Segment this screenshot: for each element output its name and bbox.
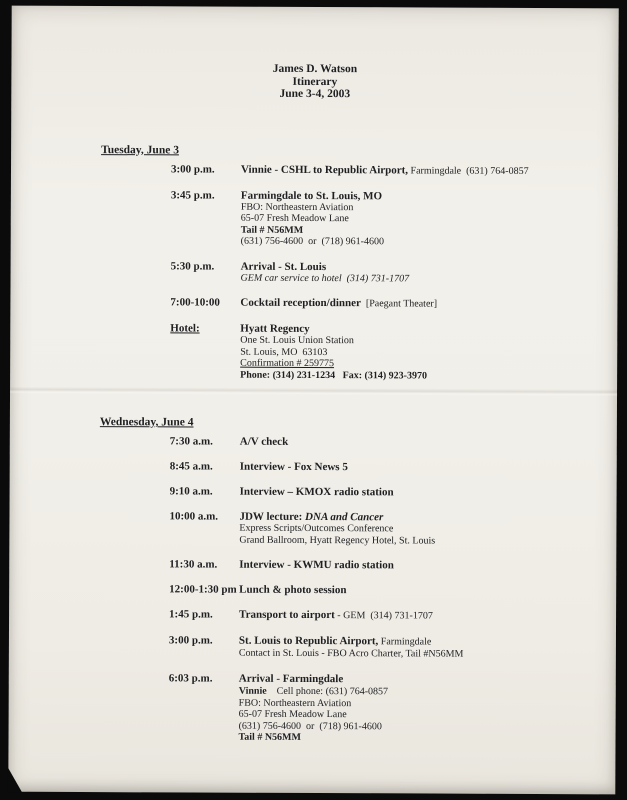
time-label: 3:45 p.m. — [170, 188, 215, 202]
contact-line — [239, 684, 388, 698]
section-wednesday — [9, 416, 617, 745]
phone-numbers: (631) 756-4600 or (718) 961-4600 — [238, 720, 382, 732]
time-label: 7:00-10:00 — [170, 296, 220, 309]
fold-crease — [10, 387, 617, 397]
event-title: Vinnie - CSHL to Republic Airport, — [240, 163, 409, 176]
event-title: Interview - Fox News 5 — [239, 460, 348, 474]
event-details — [239, 609, 433, 623]
event-line — [239, 511, 435, 524]
schedule-row — [10, 460, 617, 475]
schedule-row — [9, 558, 616, 573]
car-service-note: GEM car service to hotel (314) 731-1707 — [240, 272, 410, 284]
schedule-row — [9, 510, 616, 548]
hotel-confirmation: Confirmation # 259775 — [240, 357, 335, 370]
event-title: Interview – KMOX radio station — [239, 485, 394, 499]
day-heading-tuesday: Tuesday, June 3 — [101, 143, 179, 156]
event-title: Cocktail reception/dinner — [240, 296, 361, 310]
schedule-row — [11, 188, 618, 249]
event-details — [239, 511, 435, 547]
time-label: 10:00 a.m. — [169, 510, 219, 523]
event-title: St. Louis to Republic Airport, — [238, 634, 379, 648]
hotel-phone-fax: Phone: (314) 231-1234 Fax: (314) 923-3970 — [240, 369, 428, 381]
schedule-row — [10, 435, 617, 450]
tail-number: Tail # N56MM — [240, 224, 304, 236]
document-header — [11, 6, 618, 102]
event-subline: 65-07 Fresh Meadow Lane — [240, 212, 349, 225]
event-details — [240, 297, 437, 311]
time-label: 1:45 p.m. — [169, 608, 213, 621]
schedule-row — [9, 634, 616, 661]
event-line — [239, 609, 433, 623]
event-details — [239, 584, 346, 596]
contact-phone: Cell phone: (631) 764-0857 — [266, 685, 389, 697]
event-details — [241, 163, 529, 177]
hotel-row — [10, 322, 617, 383]
time-label: 5:30 p.m. — [170, 259, 215, 273]
event-details — [240, 436, 288, 448]
schedule-row — [10, 296, 617, 312]
time-label: 12:00-1:30 pm — [169, 583, 237, 596]
header-dates: June 3-4, 2003 — [279, 87, 351, 101]
hotel-city: St. Louis, MO 63103 — [240, 346, 328, 358]
event-title: Farmingdale to St. Louis, MO — [240, 189, 383, 202]
contact-name: Vinnie — [238, 685, 267, 697]
event-details — [239, 672, 389, 744]
phone-numbers: (631) 756-4600 or (718) 961-4600 — [240, 235, 385, 248]
schedule-row — [11, 259, 618, 285]
event-subline: Express Scripts/Outcomes Conference — [239, 522, 394, 535]
event-title: Arrival - Farmingdale — [238, 672, 344, 685]
schedule-row — [9, 671, 616, 745]
event-note: Farmingdale (631) 764-0857 — [408, 164, 529, 177]
event-subline: FBO: Northeastern Aviation — [238, 697, 352, 709]
corner-fold-shadow — [7, 767, 22, 793]
schedule-row — [9, 583, 616, 598]
event-details — [239, 635, 464, 660]
time-label: 8:45 a.m. — [169, 460, 213, 473]
time-label: 6:03 p.m. — [168, 671, 213, 685]
event-note: Farmingdale — [378, 636, 432, 648]
hotel-name: Hyatt Regency — [240, 322, 310, 335]
schedule-row — [9, 608, 616, 624]
hotel-details — [240, 323, 427, 382]
event-details — [240, 486, 394, 499]
event-details — [241, 260, 410, 284]
event-title: Arrival - St. Louis — [240, 260, 327, 273]
scanned-itinerary-page — [8, 6, 618, 795]
hotel-label — [170, 322, 240, 334]
event-subline: 65-07 Fresh Meadow Lane — [238, 708, 347, 721]
event-title: Transport to airport — [239, 608, 335, 622]
header-doc-title: Itinerary — [292, 75, 338, 88]
time-label: 3:00 p.m. — [168, 634, 213, 647]
event-title: A/V check — [239, 435, 289, 448]
time-label: 9:10 a.m. — [169, 485, 213, 498]
section-tuesday — [10, 143, 618, 382]
lecture-title: DNA and Cancer — [305, 510, 384, 524]
event-title: JDW lecture: — [239, 510, 306, 523]
hotel-label-text: Hotel: — [170, 322, 200, 335]
time-label: 3:00 p.m. — [170, 162, 215, 176]
tail-number: Tail # N56MM — [238, 731, 301, 743]
event-title: Lunch & photo session — [239, 583, 347, 597]
event-details — [239, 559, 394, 572]
event-subline: Contact in St. Louis - FBO Acro Charter, Tail #N56MM — [238, 647, 464, 660]
schedule-row — [11, 162, 618, 178]
event-line — [241, 163, 529, 177]
time-label: 7:30 a.m. — [169, 435, 213, 448]
event-subline: Grand Ballroom, Hyatt Regency Hotel, St. Louis — [239, 534, 436, 547]
event-line — [239, 635, 464, 649]
event-subline: FBO: Northeastern Aviation — [240, 201, 354, 213]
header-person-name: James D. Watson — [272, 62, 358, 76]
time-label: 11:30 a.m. — [169, 558, 218, 571]
event-details — [241, 189, 385, 248]
hotel-address: One St. Louis Union Station — [240, 334, 354, 347]
event-line — [240, 297, 437, 311]
schedule-row — [10, 485, 617, 500]
event-title: Interview - KWMU radio station — [239, 558, 394, 572]
day-heading-wednesday: Wednesday, June 4 — [99, 416, 194, 429]
transport-note: - GEM (314) 731-1707 — [334, 610, 433, 622]
venue-note: [Paegant Theater] — [360, 298, 438, 310]
event-details — [240, 461, 348, 473]
